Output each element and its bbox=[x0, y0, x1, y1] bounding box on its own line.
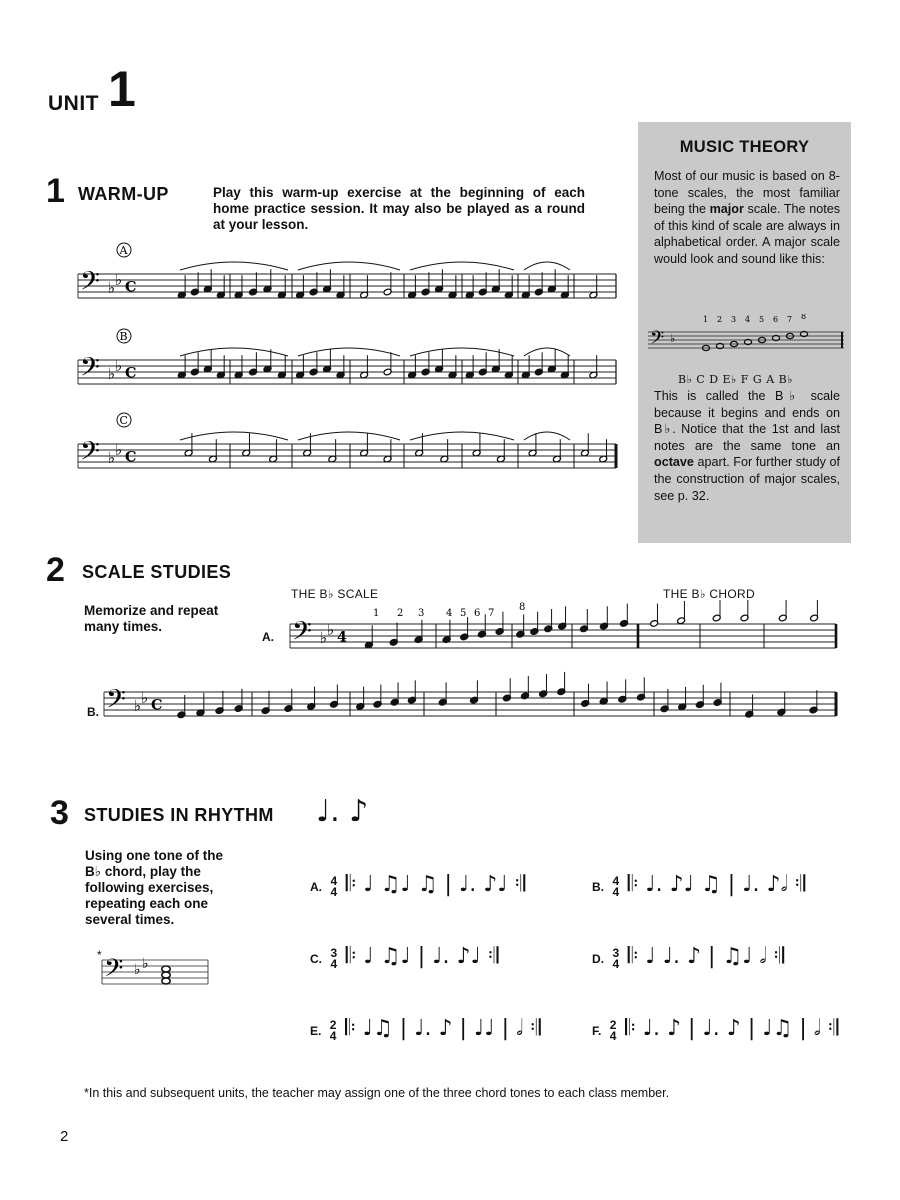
scale-number: 7 bbox=[787, 315, 793, 324]
flat-icon: ♭ bbox=[114, 270, 123, 289]
bass-clef-icon: 𝄢 bbox=[292, 616, 313, 653]
slur bbox=[180, 262, 288, 270]
major-term: major bbox=[709, 202, 744, 217]
slur bbox=[180, 348, 288, 356]
rhythm-pattern: 𝄆 ♩ ♫♩ | ♩. ♪♩ 𝄇 bbox=[345, 944, 499, 969]
music-theory-paragraph-2: This is called the B♭ scale because it begins and ends on B♭. Notice that the 1st and last notes are the same tone an octave apart. For further study of the construction of major scales, see p. 32. bbox=[654, 389, 840, 503]
dotted-quarter-eighth-symbols: ♩. ♪ bbox=[316, 794, 369, 829]
scale-degree-2: 2 bbox=[397, 608, 404, 619]
svg-text:♭: ♭ bbox=[134, 962, 141, 978]
warm-up-staves bbox=[70, 240, 630, 480]
scale-degree-3: 3 bbox=[418, 608, 425, 619]
page-number: 2 bbox=[60, 1128, 69, 1145]
rhythm-pattern: 𝄆 ♩. ♪ | ♩. ♪ | ♩♫ | 𝅗𝅥 𝄇 bbox=[624, 1016, 839, 1041]
slur bbox=[524, 432, 570, 440]
time-signature: 4 4 bbox=[330, 873, 338, 899]
section-3-number: 3 bbox=[50, 794, 69, 832]
music-theory-paragraph-1: Most of our music is based on 8-tone scales, the most familiar being the major scale. The notes of this kind of scale are always in alphabetical order. A major scale would look and sound like this: bbox=[654, 169, 840, 266]
section-2-instructions: Memorize and repeat many times. bbox=[84, 603, 219, 634]
scale-study-staves bbox=[0, 600, 900, 730]
flat-icon: ♭ bbox=[326, 620, 335, 639]
flat-icon: ♭ bbox=[107, 365, 115, 384]
bass-clef-icon: 𝄢 bbox=[80, 352, 101, 389]
music-theory-box bbox=[638, 122, 851, 543]
flat-icon: ♭ bbox=[107, 279, 115, 298]
bass-clef-icon: 𝄢 bbox=[80, 436, 101, 473]
rhythm-exercise-c: C. 3 4 𝄆 ♩ ♫♩ | ♩. ♪♩ 𝄇 bbox=[310, 944, 499, 971]
slur bbox=[410, 262, 514, 270]
bass-clef-icon: 𝄢 bbox=[80, 266, 101, 303]
scale-degree-6: 6 bbox=[474, 608, 481, 619]
rhythm-exercise-e: E. 2 4 𝄆 ♩♫ | ♩. ♪ | ♩♩ | 𝅗𝅥 𝄇 bbox=[310, 1016, 541, 1043]
rhythm-exercise-b: B. 4 4 𝄆 ♩. ♪♩ ♫ | ♩. ♪𝅗𝅥 𝄇 bbox=[592, 872, 806, 899]
scale-degree-1: 1 bbox=[373, 608, 380, 619]
section-1-title: WARM-UP bbox=[78, 184, 169, 204]
time-signature: 3 4 bbox=[330, 945, 338, 971]
section-3-instructions: Using one tone of the B♭ chord, play the following exercises, repeating each one several times. bbox=[85, 848, 223, 927]
section-1-instructions: Play this warm-up exercise at the beginning of each home practice session. It may also be played as a round at your lesson. bbox=[213, 185, 585, 232]
scale-number: 1 bbox=[703, 315, 709, 324]
time-signature: 4 bbox=[337, 628, 348, 646]
slur bbox=[298, 348, 400, 356]
scale-degree-5: 5 bbox=[460, 608, 467, 619]
svg-text:♭: ♭ bbox=[670, 332, 676, 345]
scale-number: 2 bbox=[717, 315, 723, 324]
scale-degree-4: 4 bbox=[446, 608, 453, 619]
rhythm-pattern: 𝄆 ♩ ♫♩ ♫ | ♩. ♪♩ 𝄇 bbox=[345, 872, 526, 897]
flat-icon: ♭ bbox=[319, 629, 327, 648]
flat-icon: ♭ bbox=[107, 449, 115, 468]
svg-text:𝄢: 𝄢 bbox=[104, 954, 124, 989]
rhythm-pattern: 𝄆 ♩ ♩. ♪ | ♫♩ 𝅗𝅥 𝄇 bbox=[627, 944, 785, 969]
unit-number: 1 bbox=[108, 61, 136, 117]
footnote: *In this and subsequent units, the teacher may assign one of the three chord tones to each class member. bbox=[84, 1086, 670, 1100]
time-signature: 4 4 bbox=[612, 873, 620, 899]
scale-row-a-label: A. bbox=[262, 630, 274, 644]
slur bbox=[298, 262, 400, 270]
time-signature: C bbox=[125, 278, 137, 296]
time-signature: C bbox=[125, 448, 137, 466]
rhythm-exercise-d: D. 3 4 𝄆 ♩ ♩. ♪ | ♫♩ 𝅗𝅥 𝄇 bbox=[592, 944, 785, 971]
scale-number: 3 bbox=[731, 315, 737, 324]
chord-note-d bbox=[162, 972, 170, 978]
time-signature: 2 4 bbox=[329, 1017, 337, 1043]
bb-scale-label: THE B♭ SCALE bbox=[291, 587, 379, 601]
section-2-title: SCALE STUDIES bbox=[82, 562, 232, 582]
music-theory-title: MUSIC THEORY bbox=[679, 138, 810, 156]
slur bbox=[410, 348, 514, 356]
chord-asterisk: * bbox=[97, 948, 102, 962]
flat-icon: ♭ bbox=[140, 688, 149, 707]
unit-label: UNIT bbox=[48, 92, 99, 115]
time-signature: 3 4 bbox=[612, 945, 620, 971]
row-label-letter: C bbox=[119, 414, 128, 427]
scale-number: 8 bbox=[801, 314, 807, 321]
rhythm-pattern: 𝄆 ♩♫ | ♩. ♪ | ♩♩ | 𝅗𝅥 𝄇 bbox=[344, 1016, 541, 1041]
theory-scale-staff bbox=[646, 314, 846, 372]
octave-term: octave bbox=[654, 455, 694, 470]
rhythm-pattern: 𝄆 ♩. ♪♩ ♫ | ♩. ♪𝅗𝅥 𝄇 bbox=[627, 872, 806, 897]
theory-scale-note-names: B♭ C D E♭ F G A B♭ bbox=[678, 373, 793, 386]
bb-chord-label: THE B♭ CHORD bbox=[663, 587, 755, 601]
flat-icon: ♭ bbox=[133, 697, 141, 716]
scale-number: 4 bbox=[745, 315, 751, 324]
row-label-letter: A bbox=[119, 244, 128, 257]
scale-degree-8: 8 bbox=[519, 602, 526, 613]
section-1-number: 1 bbox=[46, 172, 65, 210]
row-label-letter: B bbox=[119, 330, 128, 343]
slur bbox=[180, 432, 288, 440]
slur bbox=[410, 432, 514, 440]
scale-degree-7: 7 bbox=[488, 608, 495, 619]
chord-note-bb bbox=[162, 978, 170, 984]
time-signature: C bbox=[151, 696, 163, 714]
time-signature: C bbox=[125, 364, 137, 382]
scale-number: 5 bbox=[759, 315, 765, 324]
chord-note-f bbox=[162, 966, 170, 972]
rhythm-exercise-a: A. 4 4 𝄆 ♩ ♫♩ ♫ | ♩. ♪♩ 𝄇 bbox=[310, 872, 526, 899]
time-signature: 2 4 bbox=[609, 1017, 617, 1043]
flat-icon: ♭ bbox=[114, 440, 123, 459]
slur bbox=[524, 348, 570, 356]
slur bbox=[524, 262, 570, 270]
scale-number: 6 bbox=[773, 315, 779, 324]
bass-clef-icon: 𝄢 bbox=[106, 684, 127, 721]
section-3-title: STUDIES IN RHYTHM bbox=[84, 805, 274, 825]
section-2-number: 2 bbox=[46, 551, 65, 589]
rhythm-exercise-f: F. 2 4 𝄆 ♩. ♪ | ♩. ♪ | ♩♫ | 𝅗𝅥 𝄇 bbox=[592, 1016, 839, 1043]
flat-icon: ♭ bbox=[114, 356, 123, 375]
scale-row-b-label: B. bbox=[87, 705, 99, 719]
bb-chord-staff bbox=[100, 948, 215, 996]
svg-text:♭: ♭ bbox=[142, 956, 149, 972]
svg-text:𝄢: 𝄢 bbox=[650, 328, 665, 353]
slur bbox=[298, 432, 400, 440]
